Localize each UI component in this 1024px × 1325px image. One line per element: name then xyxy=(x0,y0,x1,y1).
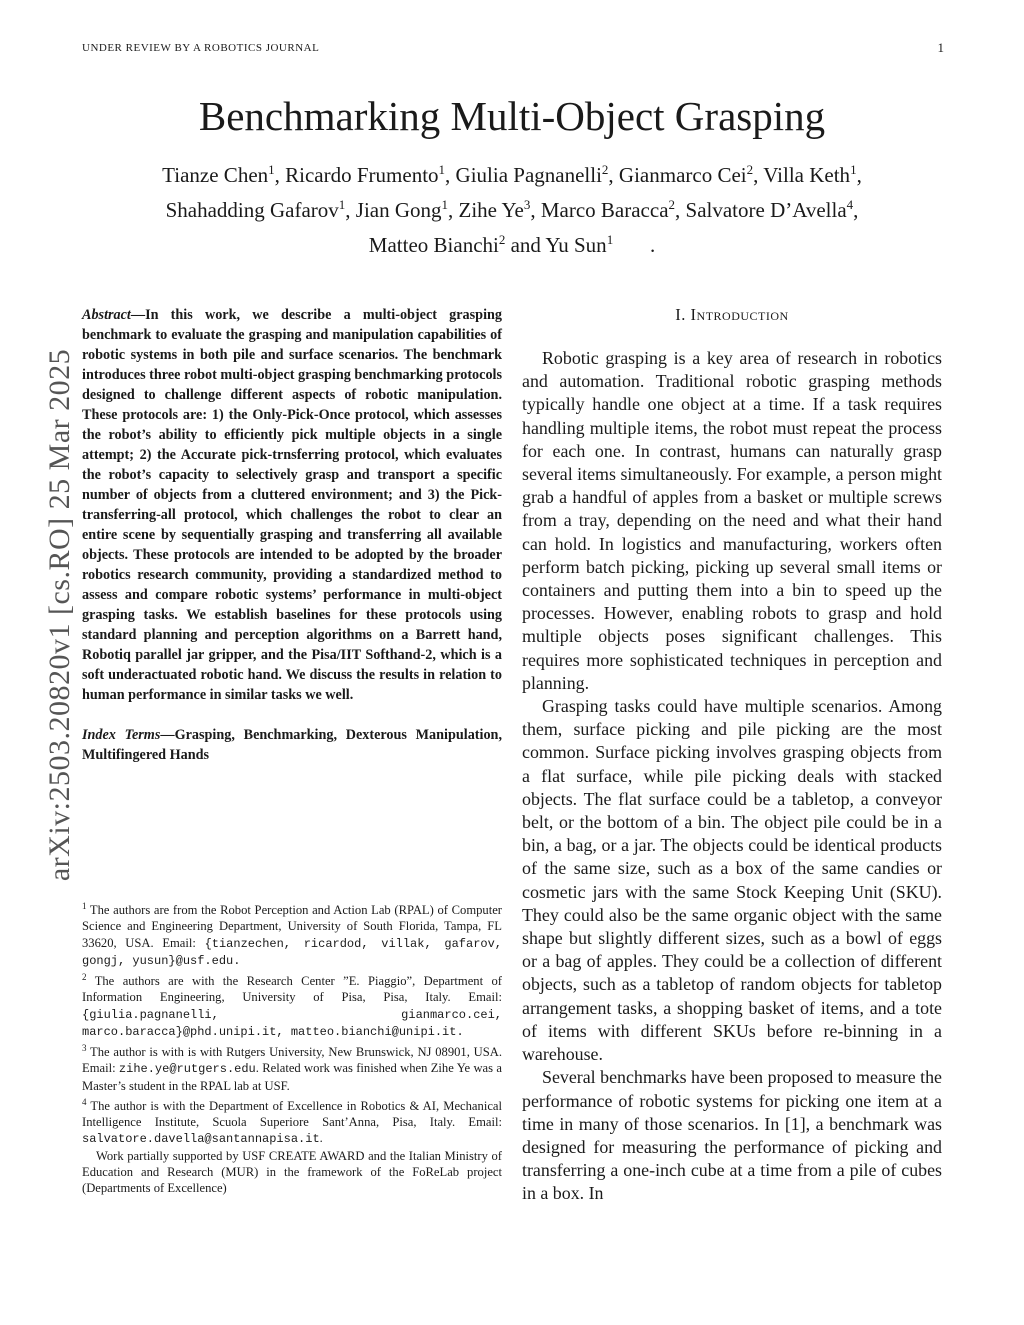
author-separator: , xyxy=(345,198,356,222)
footnote-text: The author is with is with Rutgers University, New Brunswick, NJ 08901, USA. Email: xyxy=(82,1045,502,1076)
author-affiliation-mark: 1 xyxy=(441,197,449,212)
author-name: Yu Sun xyxy=(545,233,607,257)
author-separator: , xyxy=(445,163,456,187)
author-affiliation-mark: 4 xyxy=(846,197,854,212)
author-separator: , xyxy=(753,163,764,187)
left-column xyxy=(82,305,502,765)
footnote xyxy=(82,1094,502,1148)
author-separator: , xyxy=(608,163,619,187)
author-affiliation-mark: 2 xyxy=(668,197,676,212)
section-heading: I. Introduction xyxy=(675,305,789,324)
author-separator: and xyxy=(505,233,546,257)
footnote-email: salvatore.davella@santannapisa.it xyxy=(82,1132,320,1147)
author-name: Tianze Chen xyxy=(162,163,269,187)
author-separator: , xyxy=(853,198,859,222)
footnote xyxy=(82,969,502,1040)
page-number: 1 xyxy=(937,40,944,55)
footnote-text: The author is with the Department of Excellence in Robotics & AI, Mechanical Intelligence Institute, Scuola Superiore Sant’Anna, Pisa, Italy. Email: xyxy=(82,1098,502,1130)
author-separator: , xyxy=(274,163,286,187)
footnote-text: . Related work was finished when Zihe Ye was a Master’s student in the RPAL lab at USF. xyxy=(82,1061,502,1093)
abstract xyxy=(82,305,502,705)
author-list xyxy=(100,155,924,260)
footnote xyxy=(82,1148,502,1197)
index-terms xyxy=(82,725,502,765)
footnote-mark: 4 xyxy=(82,1096,87,1107)
author-separator: . xyxy=(613,233,656,257)
author-affiliation-mark: 2 xyxy=(746,162,754,177)
author-affiliation-mark: 2 xyxy=(498,232,506,247)
intro-paragraph: Robotic grasping is a key area of research in robotics and automation. Traditional robotic grasping methods typically handle one object at a time. If a task requires handling multiple items, the robot must repeat the process for each one. In contrast, humans can naturally grasp several items simultaneously. For example, a person might grab a handful of apples from a basket or multiple screws from a tray, depending on the need and what their hand can hold. In logistics and manufacturing, workers often perform batch picking, picking up several small items or containers and putting them into a bin to speed up the processes. However, enabling robots to grasp and hold multiple objects poses significant challenges. This requires more sophisticated techniques in perception and planning. xyxy=(522,348,942,693)
footnote-mark: 3 xyxy=(82,1043,87,1053)
author-separator: , xyxy=(530,198,541,222)
author-separator: , xyxy=(675,198,686,222)
author-name: Giulia Pagnanelli xyxy=(455,163,602,187)
author-affiliation-mark: 2 xyxy=(601,162,609,177)
author-name: Gianmarco Cei xyxy=(618,163,747,187)
author-separator: , xyxy=(448,198,459,222)
footnote-text: The authors are with the Research Center ”E. Piaggio”, Department of Information Engineering, University of Pisa, Pisa, Italy. Email: xyxy=(82,974,502,1005)
right-column xyxy=(522,305,942,1206)
author-separator: , xyxy=(856,163,862,187)
author-name: Marco Baracca xyxy=(540,198,669,222)
author-name: Jian Gong xyxy=(355,198,442,222)
author-name: Salvatore D’Avella xyxy=(685,198,847,222)
footnote xyxy=(82,898,502,969)
footnote-text: Work partially supported by USF CREATE AWARD and the Italian Ministry of Education and Research (MUR) in the framework of the FoReLab project (Departments of Excellence) xyxy=(82,1148,502,1195)
author-affiliation-mark: 3 xyxy=(523,197,531,212)
footnote-email: zihe.ye@rutgers.edu xyxy=(118,1062,256,1077)
arxiv-identifier: arXiv:2503.20820v1 [cs.RO] 25 Mar 2025 xyxy=(43,348,76,882)
intro-paragraph: Grasping tasks could have multiple scenarios. Among them, surface picking and pile picking are the most common. Surface picking involves grasping objects from a flat surface, while pile picking deals with stacked objects. The flat surface could be a tabletop, a conveyor belt, or the bottom of a bin. The object pile could be in a bin, a bag, or a jar. The objects could be identical products of the same size, such as a box of the same candies or cosmetic jars with the same Stock Keeping Unit (SKU). They could also be the same organic object with the same shape but slightly different sizes, such as a bowl of eggs or a bag of apples. They could be a collection of different objects, such as a tabletop of random objects for tabletop arrangement tasks, a shopping basket of items, and a tote of items with different SKUs before re-binning in a warehouse. xyxy=(522,696,942,1065)
index-terms-label: Index Terms xyxy=(82,727,161,743)
index-terms-text: —Grasping, Benchmarking, Dexterous Manipulation, Multifingered Hands xyxy=(82,727,502,763)
footnote-mark: 1 xyxy=(82,901,87,911)
footnote-text: The authors are from the Robot Perception and Action Lab (RPAL) of Computer Science and Engineering Department, University of South Florida, Tampa, FL 33620, USA. Email: xyxy=(82,903,502,950)
abstract-text: —In this work, we describe a multi-object grasping benchmark to evaluate the grasping and manipulation capabilities of robotic systems in both pile and surface scenarios. The benchmark introduces three robot multi-object grasping benchmarking protocols designed to challenge different aspects of robotic manipulation. These protocols are: 1) the Only-Pick-Once protocol, which assesses the robot’s ability to efficiently pick multiple objects in a single attempt; 2) the Accurate pick-trnsferring protocol, which evaluates the robot’s capacity to selectively grasp and transport a specific number of objects from a cluttered environment; and 3) the Pick-transferring-all protocol, which challenges the robot to clear an entire scene by sequentially grasping and transferring all available objects. These protocols are intended to be adopted by the broader robotics research community, providing a standardized method to assess and compare robotic systems’ performance in multi-object grasping tasks. We establish baselines for these protocols using standard planning and perception algorithms on a Barrett hand, Robotiq parallel jar gripper, and the Pisa/IIT Softhand-2, which is a soft underactuated robotic hand. We discuss the results in relation to human performance in similar tasks we well. xyxy=(82,307,502,703)
introduction-body xyxy=(522,347,942,1206)
author-affiliation-mark: 1 xyxy=(606,232,614,247)
author-name: Ricardo Frumento xyxy=(285,163,439,187)
author-name: Villa Keth xyxy=(763,163,851,187)
author-affiliation-mark: 1 xyxy=(850,162,857,177)
author-affiliation-mark: 1 xyxy=(268,162,275,177)
footnotes xyxy=(82,898,502,1196)
footnote-email: {giulia.pagnanelli, gianmarco.cei, marco.baracca}@phd.unipi.it, matteo.bianchi@unipi.it. xyxy=(82,1007,502,1039)
footnote-email: {tianzechen, ricardod, villak, gafarov, gongj, yusun}@usf.edu. xyxy=(82,936,502,968)
author-name: Matteo Bianchi xyxy=(368,233,499,257)
author-affiliation-mark: 1 xyxy=(338,197,346,212)
abstract-label: Abstract xyxy=(82,307,131,323)
running-head: UNDER REVIEW BY A ROBOTICS JOURNAL xyxy=(82,42,320,54)
footnote-text: . xyxy=(319,1131,323,1146)
author-name: Shahadding Gafarov xyxy=(165,198,339,222)
author-name: Zihe Ye xyxy=(458,198,524,222)
author-affiliation-mark: 1 xyxy=(438,162,446,177)
paper-title: Benchmarking Multi-Object Grasping xyxy=(198,93,826,139)
intro-paragraph: Several benchmarks have been proposed to measure the performance of robotic systems for picking one item at a time in many of those scenarios. In [1], a benchmark was designed for measuring the performance of picking and transferring a one-inch cube at a time from a pile of cubes in a box. In xyxy=(522,1067,942,1204)
footnote xyxy=(82,1040,502,1094)
footnote-mark: 2 xyxy=(82,972,87,982)
